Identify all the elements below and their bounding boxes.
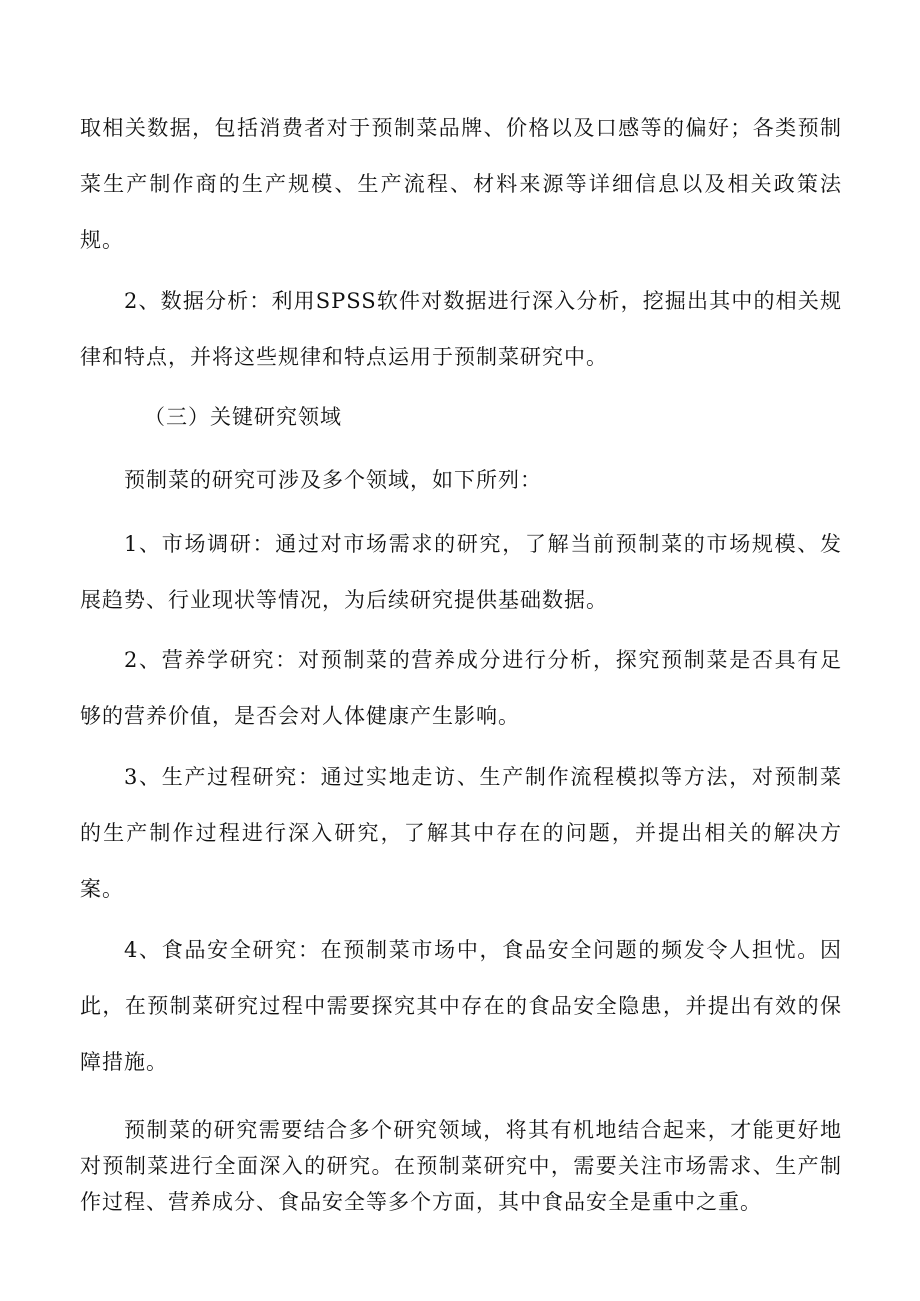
section-heading: （三）关键研究领域 [144,405,342,429]
paragraph-conclusion: 预制菜的研究需要结合多个研究领域，将其有机地结合起来，才能更好地对预制菜进行全面深入的研究。在预制菜研究中，需要关注市场需求、生产制作过程、营养成分、食品安全等多个方面，其中食品安全是重中之重。 [80,1118,842,1214]
paragraph-food-safety-research: 4、食品安全研究：在预制菜市场中，食品安全问题的频发令人担忧。因此，在预制菜研究过程中需要探究其中存在的食品安全隐患，并提出有效的保障措施。 [80,938,842,1074]
paragraph-data-analysis: 2、数据分析：利用SPSS软件对数据进行深入分析，挖掘出其中的相关规律和特点，并将这些规律和特点运用于预制菜研究中。 [80,289,842,369]
paragraph-production-research: 3、生产过程研究：通过实地走访、生产制作流程模拟等方法，对预制菜的生产制作过程进行深入研究，了解其中存在的问题，并提出相关的解决方案。 [80,765,842,901]
paragraph-market-research: 1、市场调研：通过对市场需求的研究，了解当前预制菜的市场规模、发展趋势、行业现状等情况，为后续研究提供基础数据。 [80,532,842,612]
paragraph-intro-list: 预制菜的研究可涉及多个领域，如下所列： [124,468,542,492]
paragraph-nutrition-research: 2、营养学研究：对预制菜的营养成分进行分析，探究预制菜是否具有足够的营养价值，是否会对人体健康产生影响。 [80,648,842,728]
paragraph-data-sources: 取相关数据，包括消费者对于预制菜品牌、价格以及口感等的偏好；各类预制菜生产制作商的生产规模、生产流程、材料来源等详细信息以及相关政策法规。 [80,116,842,252]
